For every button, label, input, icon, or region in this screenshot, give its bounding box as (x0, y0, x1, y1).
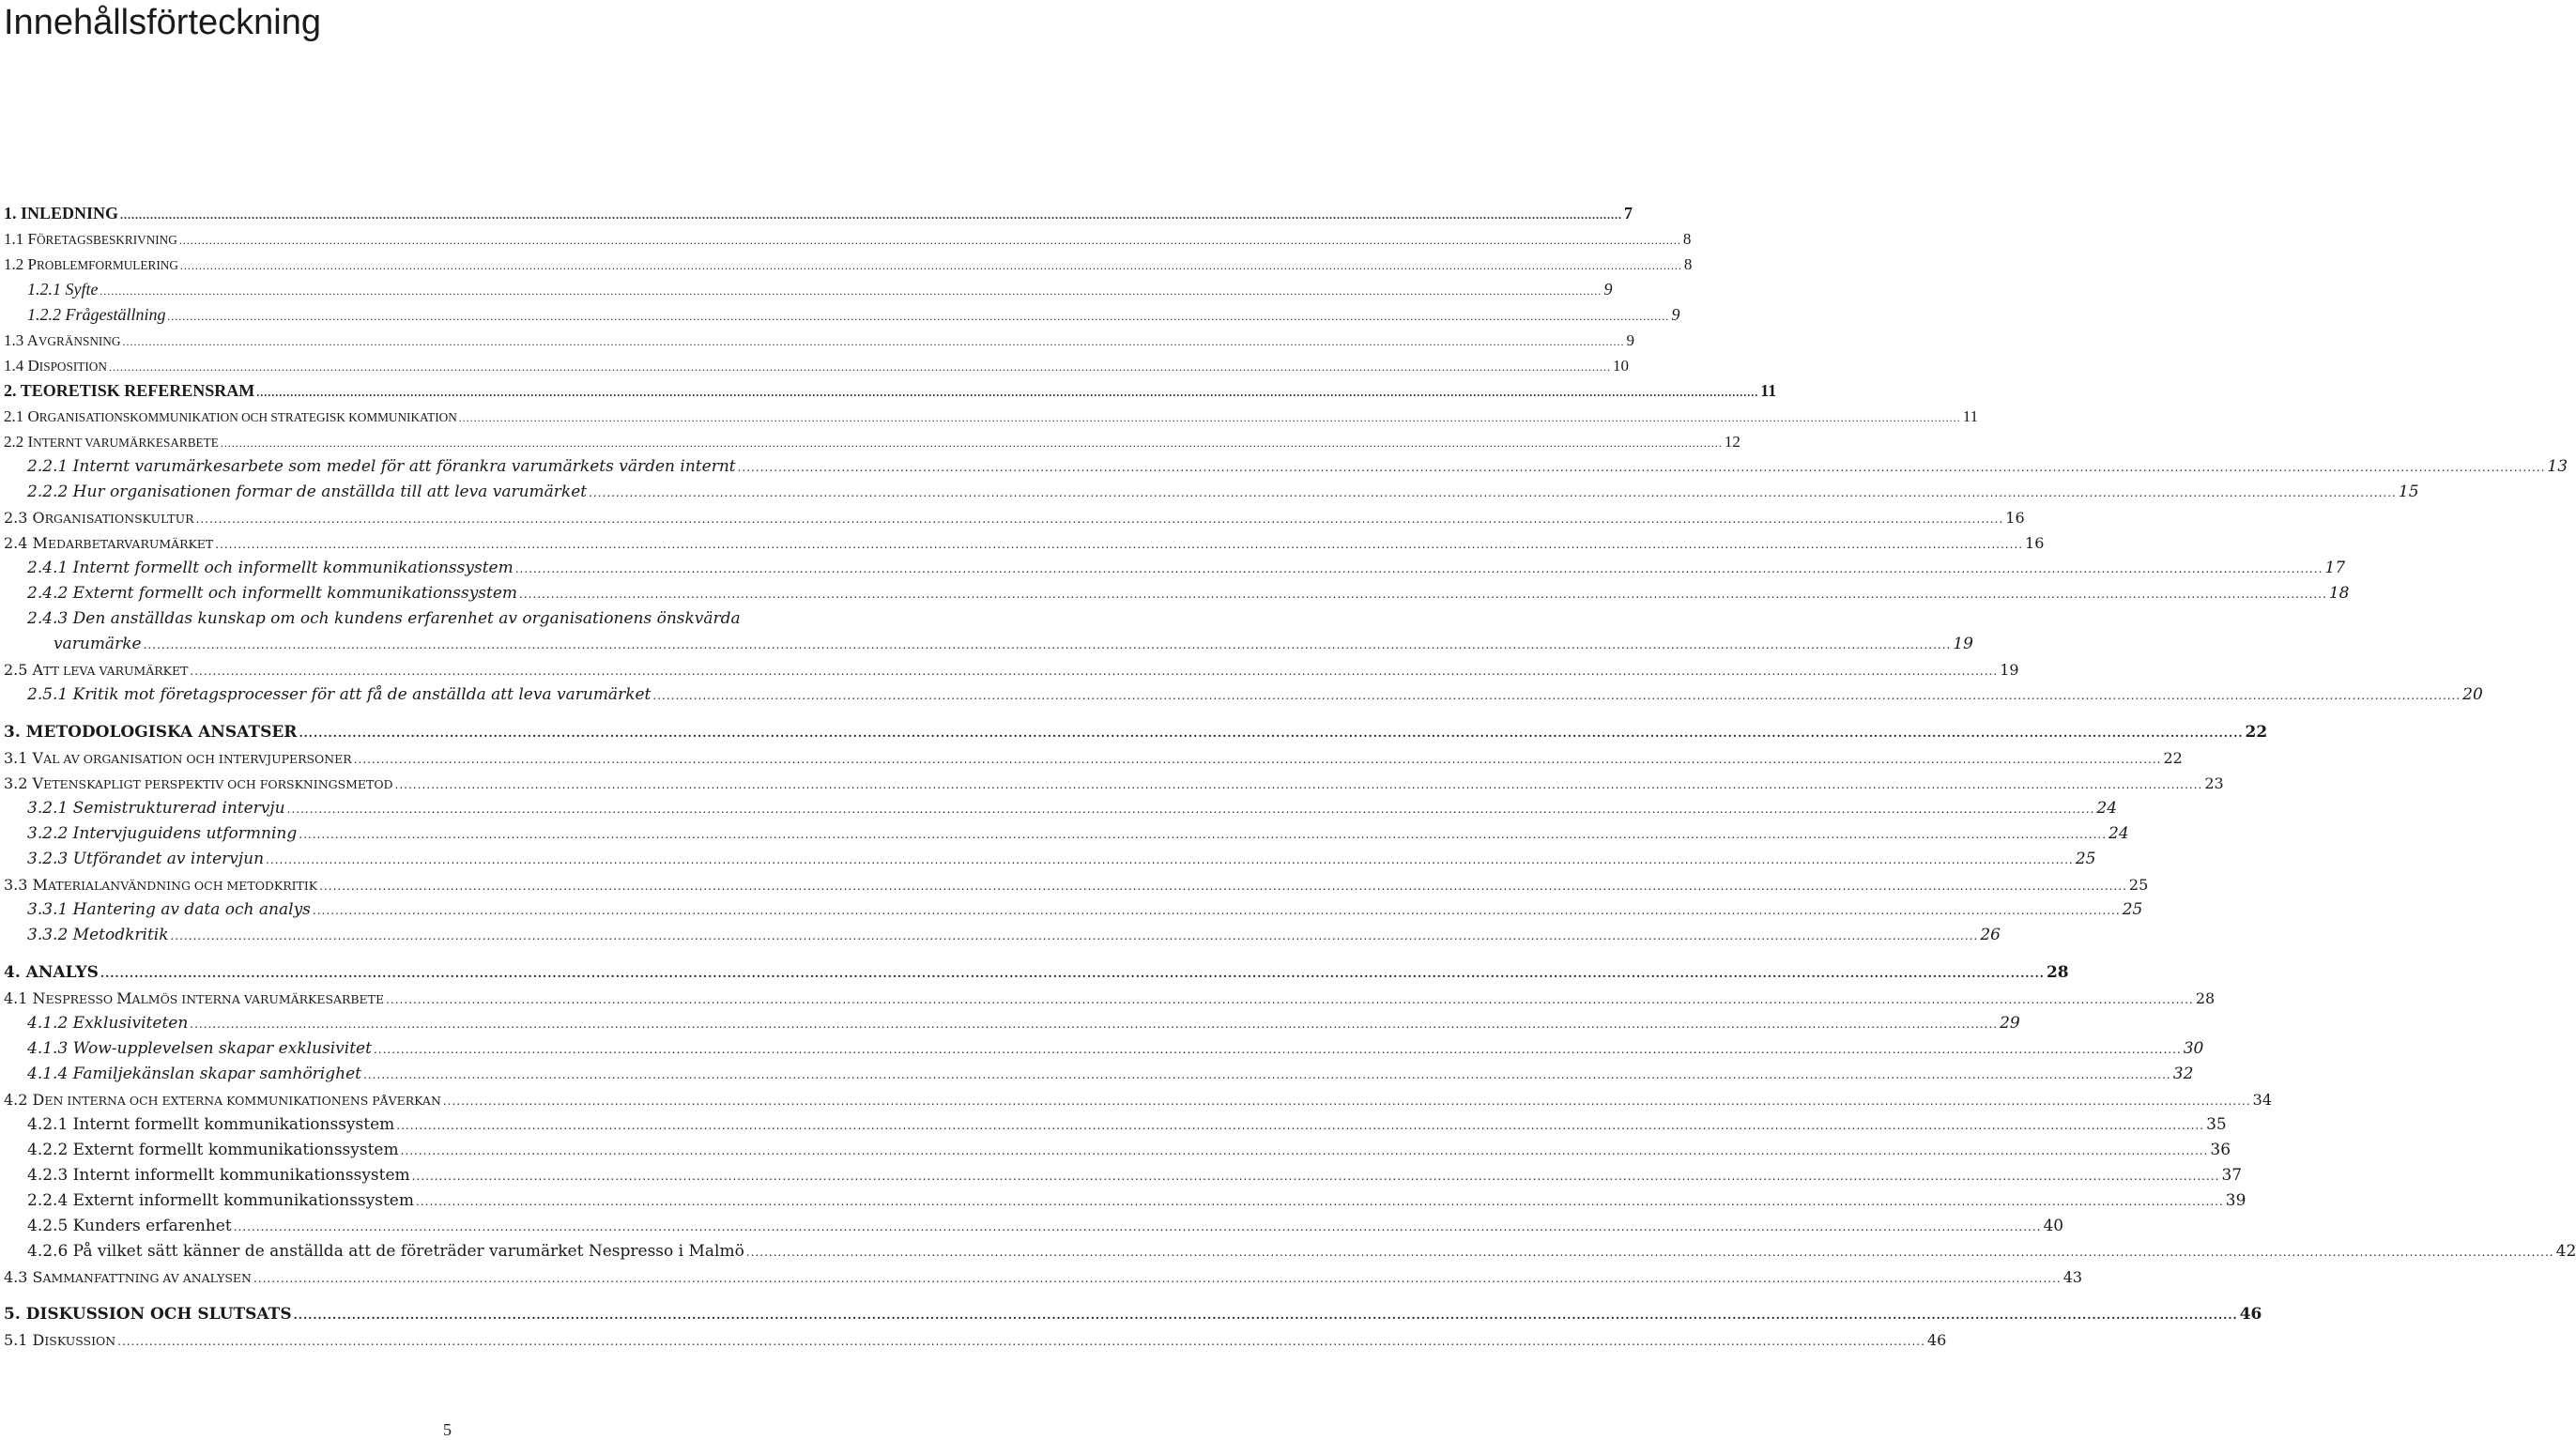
toc-entry[interactable] (27, 1112, 2227, 1138)
dot-leader: ................................................................................................................................................................................................................................................................................................................................................................................................................ (373, 1043, 2182, 1056)
toc-entry-number: 4.1.3 (27, 1039, 69, 1058)
dot-leader: ................................................................................................................................................................................................................................................................................................................................................................................................................ (286, 803, 2095, 816)
toc-entry[interactable] (27, 1163, 2243, 1188)
toc-entry[interactable] (4, 1087, 2272, 1112)
toc-entry-text: Internt varumärkesarbete som medel för att förankra varumärkets värden internt (72, 457, 736, 476)
toc-entry-text: V (32, 749, 44, 767)
toc-entry-text: ROBLEMFORMULERING (36, 258, 178, 272)
dot-leader: ................................................................................................................................................................................................................................................................................................................................................................................................................ (652, 689, 2461, 702)
page-title: Innehållsförteckning (4, 3, 321, 42)
toc-entry-page: 28 (2046, 963, 2069, 982)
toc-entry-number: 3.3.1 (27, 900, 69, 919)
toc-entry-page: 17 (2324, 559, 2346, 577)
toc-entry-text: RGANISATIONSKOMMUNIKATION OCH STRATEGISK KOMMUNIKATION (38, 410, 457, 424)
toc-entry-title (4, 252, 178, 278)
toc-entry-text: F (27, 230, 37, 248)
toc-entry[interactable] (4, 1327, 1947, 1353)
toc-entry-page: 10 (1612, 357, 1629, 375)
toc-entry-text: Externt formellt och informellt kommunikationssystem (72, 584, 518, 603)
toc-entry-text: Internt formellt och informellt kommunikationssystem (72, 559, 514, 577)
toc-entry[interactable] (27, 1138, 2231, 1163)
toc-entry-title (27, 897, 311, 923)
toc-entry[interactable] (27, 606, 896, 632)
toc-entry-text: Externt informellt kommunikationssystem (72, 1191, 414, 1210)
page-number: 5 (443, 1420, 452, 1439)
toc-entry-number: 4.3 (4, 1268, 28, 1286)
toc-entry[interactable] (4, 201, 1633, 226)
dot-leader: ................................................................................................................................................................................................................................................................................................................................................................................................................ (416, 1195, 2224, 1208)
dot-leader: ................................................................................................................................................................................................................................................................................................................................................................................................................ (319, 880, 2127, 893)
toc-entry[interactable] (27, 302, 1680, 328)
toc-entry-text: VGRÄNSNING (38, 334, 121, 348)
toc-entry[interactable] (4, 1264, 2083, 1290)
toc-entry-text: A (26, 331, 38, 349)
toc-entry[interactable] (27, 847, 2096, 872)
toc-entry-page: 19 (2000, 661, 2019, 679)
toc-entry-text: O (27, 407, 39, 425)
toc-entry-number: 2.2 (4, 433, 24, 451)
toc-entry-text: S (32, 1268, 43, 1286)
toc-entry-page: 39 (2225, 1191, 2246, 1210)
toc-entry-page: 25 (2122, 900, 2143, 919)
dot-leader: ................................................................................................................................................................................................................................................................................................................................................................................................................ (442, 1095, 2251, 1108)
toc-entry-number: 2.1 (4, 407, 24, 425)
toc-entry-text: ANALYS (25, 963, 99, 982)
toc-entry-number: 3.3.2 (27, 926, 69, 944)
dot-leader: ................................................................................................................................................................................................................................................................................................................................................................................................................ (122, 335, 1625, 348)
toc-entry[interactable] (27, 682, 2483, 708)
toc-entry-number: 4.1 (4, 989, 28, 1007)
toc-entry-number: 2.2.2 (27, 483, 69, 501)
toc-entry[interactable] (4, 404, 1979, 429)
toc-entry-text: Hur organisationen formar de anställda till att leva varumärket (72, 483, 588, 501)
toc-entry-number: 4.1.2 (27, 1014, 69, 1033)
toc-entry-number: 4. (4, 963, 21, 982)
toc-entry-number: 4.2.6 (27, 1242, 69, 1261)
toc-entry-text: M (32, 876, 48, 894)
toc-entry-text: ALMÖS INTERNA VARUMÄRKESARBETE (131, 992, 385, 1006)
toc-entry-title (27, 1112, 394, 1138)
toc-entry-text: Externt formellt kommunikationssystem (72, 1141, 399, 1159)
toc-entry-title (4, 201, 118, 226)
toc-entry-title (27, 1062, 361, 1087)
toc-entry-number: 3.2.2 (27, 824, 69, 843)
toc-entry-number: 2.5.1 (27, 685, 69, 704)
dot-leader: ................................................................................................................................................................................................................................................................................................................................................................................................................ (299, 828, 2108, 841)
dot-leader: ................................................................................................................................................................................................................................................................................................................................................................................................................ (266, 853, 2074, 866)
toc-entry-title (4, 1302, 292, 1327)
toc-entry-page: 11 (1962, 407, 1979, 425)
toc-entry-title (4, 771, 393, 797)
toc-entry[interactable] (27, 556, 2346, 581)
toc-entry-title (4, 720, 297, 745)
toc-entry-title (4, 530, 213, 557)
toc-entry-title (4, 1327, 115, 1354)
toc-entry-text: ISKUSSION (44, 1334, 116, 1348)
toc-entry-text: I (27, 433, 34, 451)
toc-entry-title (27, 454, 736, 480)
toc-entry-text: METODOLOGISKA ANSATSER (25, 723, 298, 742)
toc-entry-page: 46 (2239, 1305, 2262, 1324)
toc-entry-page: 22 (2163, 749, 2183, 767)
toc-entry-number: 4.2 (4, 1091, 28, 1109)
toc-entry-text: varumärke (54, 635, 142, 653)
toc-entry-page: 35 (2206, 1115, 2227, 1134)
toc-entry-number: 2.4.1 (27, 559, 69, 577)
toc-entry-title (27, 1188, 414, 1214)
toc-entry-text: Frågeställning (65, 305, 166, 324)
toc-entry-page: 19 (1953, 635, 1973, 653)
toc-entry-text: ATERIALANVÄNDNING OCH METODKRITIK (47, 879, 318, 893)
toc-entry-page: 18 (2328, 584, 2350, 603)
toc-entry[interactable] (27, 923, 2001, 948)
toc-entry-page: 8 (1683, 255, 1693, 273)
toc-entry-number: 3. (4, 723, 21, 742)
toc-entry-number: 5.1 (4, 1331, 28, 1349)
toc-entry[interactable] (4, 745, 2183, 771)
toc-entry-page: 24 (2096, 799, 2118, 818)
toc-entry[interactable] (27, 1062, 2194, 1087)
toc-entry-text: INLEDNING (21, 204, 119, 222)
toc-entry-page: 26 (1980, 926, 2001, 944)
toc-entry[interactable] (4, 530, 2045, 556)
dot-leader: ................................................................................................................................................................................................................................................................................................................................................................................................................ (167, 310, 1670, 323)
dot-leader: ................................................................................................................................................................................................................................................................................................................................................................................................................ (519, 588, 2327, 601)
toc-entry-title (27, 796, 285, 821)
toc-entry-title (4, 657, 188, 683)
toc-entry[interactable] (4, 252, 1693, 277)
toc-entry-page: 28 (2195, 989, 2216, 1007)
toc-entry-number: 2.3 (4, 509, 28, 527)
dot-leader: ................................................................................................................................................................................................................................................................................................................................................................................................................ (233, 1220, 2042, 1233)
toc-entry-number: 2.2.1 (27, 457, 69, 476)
toc-entry[interactable] (4, 378, 1777, 404)
toc-entry-text: Wow-upplevelsen skapar exklusivitet (72, 1039, 372, 1058)
dot-leader: ................................................................................................................................................................................................................................................................................................................................................................................................................ (312, 904, 2121, 917)
toc-entry-page: 36 (2210, 1141, 2231, 1159)
toc-entry-title (27, 1138, 399, 1163)
toc-entry-text: ISPOSITION (38, 360, 107, 374)
toc-entry-text: Familjekänslan skapar samhörighet (72, 1065, 361, 1083)
toc-entry-page: 46 (1926, 1331, 1947, 1349)
toc-entry-page: 20 (2462, 685, 2483, 704)
toc-entry-text: TT LEVA VARUMÄRKET (43, 664, 189, 678)
toc-entry[interactable] (4, 720, 2268, 745)
dot-leader: ................................................................................................................................................................................................................................................................................................................................................................................................................ (143, 638, 1952, 651)
toc-entry-page: 32 (2172, 1065, 2194, 1083)
toc-entry-text: Exklusiviteten (72, 1014, 189, 1033)
toc-entry-number: 4.1.4 (27, 1065, 69, 1083)
toc-entry[interactable] (4, 657, 2019, 682)
toc-entry-title (27, 1214, 232, 1239)
toc-entry[interactable] (27, 796, 2118, 821)
toc-entry-text: D (32, 1331, 45, 1349)
toc-entry[interactable] (27, 581, 2350, 606)
toc-entry-title (27, 1011, 188, 1036)
toc-entry-number: 1.3 (4, 331, 24, 349)
toc-entry-title (4, 505, 194, 531)
toc-entry-text: ETENSKAPLIGT PERSPEKTIV OCH FORSKNINGSMETOD (43, 777, 393, 791)
toc-entry-number: 1.2.1 (27, 280, 61, 299)
toc-entry[interactable] (4, 986, 2216, 1011)
toc-entry-title (27, 847, 264, 872)
toc-entry-text: Intervjuguidens utformning (72, 824, 298, 843)
toc-entry-text: ESPRESSO (45, 992, 117, 1006)
dot-leader: ................................................................................................................................................................................................................................................................................................................................................................................................................ (117, 1335, 1925, 1348)
toc-entry-title (27, 277, 98, 302)
dot-leader: ................................................................................................................................................................................................................................................................................................................................................................................................................ (745, 1246, 2554, 1259)
dot-leader: ................................................................................................................................................................................................................................................................................................................................................................................................................ (100, 967, 2045, 980)
toc-entry-page: 40 (2043, 1217, 2064, 1235)
toc-entry-text: DISKUSSION OCH SLUTSATS (25, 1305, 292, 1324)
toc-entry-title (27, 923, 169, 948)
toc-entry-title (27, 556, 514, 581)
dot-leader: ................................................................................................................................................................................................................................................................................................................................................................................................................ (737, 461, 2546, 474)
dot-leader: ................................................................................................................................................................................................................................................................................................................................................................................................................ (256, 386, 1759, 399)
toc-entry-number: 1.4 (4, 357, 24, 375)
toc-entry-title (4, 226, 177, 253)
toc-entry-text: AL AV ORGANISATION OCH INTERVJUPERSONER (43, 752, 352, 766)
toc-entry-text: Utförandet av intervjun (72, 850, 265, 868)
toc-entry-title (4, 1264, 252, 1291)
dot-leader: ................................................................................................................................................................................................................................................................................................................................................................................................................ (293, 1309, 2238, 1322)
toc-entry-text: EN INTERNA OCH EXTERNA KOMMUNIKATIONENS PÅVERKAN (44, 1094, 441, 1108)
toc-entry[interactable] (27, 1239, 2576, 1264)
toc-entry-number: 3.1 (4, 749, 28, 767)
toc-entry-number: 4.2.3 (27, 1166, 69, 1185)
toc-entry-text: D (32, 1091, 45, 1109)
toc-entry-number: 3.3 (4, 876, 28, 894)
toc-entry-number: 4.2.2 (27, 1141, 69, 1159)
toc-entry-number: 1.2.2 (27, 305, 61, 324)
toc-entry-title (4, 960, 99, 986)
dot-leader: ................................................................................................................................................................................................................................................................................................................................................................................................................ (108, 360, 1611, 374)
toc-entry-page: 25 (2075, 850, 2096, 868)
toc-entry-number: 3.2 (4, 774, 28, 792)
dot-leader: ................................................................................................................................................................................................................................................................................................................................................................................................................ (353, 753, 2162, 766)
dot-leader: ................................................................................................................................................................................................................................................................................................................................................................................................................ (386, 993, 2194, 1006)
dot-leader: ................................................................................................................................................................................................................................................................................................................................................................................................................ (120, 208, 1623, 222)
dot-leader: ................................................................................................................................................................................................................................................................................................................................................................................................................ (195, 513, 2004, 526)
dot-leader: ................................................................................................................................................................................................................................................................................................................................................................................................................ (253, 1272, 2062, 1285)
toc-entry[interactable] (4, 505, 2025, 530)
toc-entry-number: 2.5 (4, 661, 28, 679)
toc-entry-title (4, 429, 219, 455)
toc-entry-text: Semistrukturerad intervju (72, 799, 285, 818)
toc-entry-number: 3.2.3 (27, 850, 69, 868)
toc-entry-title (27, 606, 741, 632)
toc-entry-page: 30 (2183, 1039, 2204, 1058)
toc-entry-text: M (116, 989, 132, 1007)
toc-entry-title (4, 378, 254, 404)
toc-entry[interactable] (4, 226, 1692, 252)
toc-entry-continuation[interactable] (54, 632, 1973, 657)
dot-leader: ................................................................................................................................................................................................................................................................................................................................................................................................................ (190, 665, 1999, 678)
toc-entry-page: 24 (2108, 824, 2129, 843)
toc-entry-number: 5. (4, 1305, 21, 1324)
toc-entry-title (4, 872, 317, 898)
toc-entry-page: 34 (2252, 1091, 2272, 1109)
toc-entry-text: V (32, 774, 44, 792)
toc-entry[interactable] (27, 897, 2143, 923)
toc-entry-number: 1. (4, 204, 17, 222)
toc-entry-title (4, 328, 120, 354)
toc-entry-number: 4.2.1 (27, 1115, 69, 1134)
toc-entry-text: Syfte (65, 280, 99, 299)
dot-leader: ................................................................................................................................................................................................................................................................................................................................................................................................................ (411, 1170, 2220, 1183)
dot-leader: ................................................................................................................................................................................................................................................................................................................................................................................................................ (215, 538, 2024, 551)
toc-entry[interactable] (4, 328, 1634, 353)
toc-entry-page: 7 (1624, 204, 1633, 222)
toc-entry[interactable] (4, 429, 1740, 454)
toc-entry-title (4, 353, 107, 379)
toc-entry-text: A (32, 661, 44, 679)
dot-leader: ................................................................................................................................................................................................................................................................................................................................................................................................................ (170, 929, 1979, 942)
dot-leader: ................................................................................................................................................................................................................................................................................................................................................................................................................ (396, 1119, 2205, 1132)
toc-entry-number: 1.1 (4, 230, 24, 248)
dot-leader: ................................................................................................................................................................................................................................................................................................................................................................................................................ (190, 1018, 1999, 1031)
toc-entry-text: Den anställdas kunskap om och kundens erfarenhet av organisationens önskvärda (72, 609, 741, 628)
toc-entry-page: 11 (1760, 381, 1777, 400)
dot-leader: ................................................................................................................................................................................................................................................................................................................................................................................................................ (589, 486, 2397, 499)
toc-entry-text: Hantering av data och analys (72, 900, 311, 919)
toc-entry[interactable] (4, 353, 1629, 378)
toc-entry-text: Kritik mot företagsprocesser för att få de anställda att leva varumärket (72, 685, 652, 704)
dot-leader: ................................................................................................................................................................................................................................................................................................................................................................................................................ (362, 1068, 2171, 1081)
toc-entry-page: 25 (2128, 876, 2149, 894)
dot-leader: ................................................................................................................................................................................................................................................................................................................................................................................................................ (220, 437, 1723, 450)
toc-entry-number: 2.2.4 (27, 1191, 69, 1210)
toc-entry-number: 2.4.2 (27, 584, 69, 603)
toc-entry[interactable] (27, 1011, 2020, 1036)
toc-entry-title (27, 1036, 372, 1062)
dot-leader: ................................................................................................................................................................................................................................................................................................................................................................................................................ (178, 234, 1681, 247)
toc-entry[interactable] (27, 1036, 2204, 1062)
toc-entry[interactable] (27, 1214, 2064, 1239)
toc-entry-number: 3.2.1 (27, 799, 69, 818)
toc-entry-page: 12 (1724, 433, 1740, 451)
toc-entry[interactable] (4, 1302, 2262, 1327)
toc-entry-text: Metodkritik (72, 926, 169, 944)
dot-leader: ................................................................................................................................................................................................................................................................................................................................................................................................................ (299, 727, 2244, 740)
dot-leader: ................................................................................................................................................................................................................................................................................................................................................................................................................ (400, 1144, 2209, 1157)
toc-entry-number: 2. (4, 381, 17, 400)
toc-entry[interactable] (4, 960, 2069, 986)
toc-entry-number: 2.4.3 (27, 609, 69, 628)
toc-entry-text: P (27, 255, 37, 273)
toc-entry-title (4, 745, 352, 772)
toc-entry-text: På vilket sätt känner de anställda att de företräder varumärket Nespresso i Malmö (72, 1242, 744, 1261)
toc-entry-number: 4.2.5 (27, 1217, 69, 1235)
toc-entry-text: D (27, 357, 39, 375)
toc-entry[interactable] (27, 1188, 2246, 1214)
toc-entry-page: 15 (2398, 483, 2419, 501)
toc-entry-text: Kunders erfarenhet (72, 1217, 232, 1235)
toc-entry-text: N (32, 989, 46, 1007)
toc-entry-page: 9 (1626, 331, 1634, 349)
toc-entry-title (27, 682, 651, 708)
toc-entry-title (27, 1239, 744, 1264)
toc-entry-text: NTERNT VARUMÄRKESARBETE (33, 436, 219, 450)
toc-entry-title (4, 986, 384, 1012)
toc-entry[interactable] (4, 771, 2224, 796)
toc-entry-title (27, 821, 297, 847)
toc-entry-page: 9 (1671, 305, 1680, 324)
toc-entry[interactable] (27, 821, 2129, 847)
toc-entry[interactable] (27, 480, 2419, 505)
toc-entry-page: 8 (1682, 230, 1692, 248)
toc-entry-number: 2.4 (4, 534, 28, 552)
dot-leader: ................................................................................................................................................................................................................................................................................................................................................................................................................ (514, 562, 2323, 575)
toc-entry-text: Internt informellt kommunikationssystem (72, 1166, 410, 1185)
toc-entry-page: 37 (2221, 1166, 2243, 1185)
dot-leader: ................................................................................................................................................................................................................................................................................................................................................................................................................ (100, 284, 1602, 298)
toc-entry-title (27, 302, 166, 328)
toc-entry-page: 9 (1603, 280, 1613, 299)
toc-entry-title (4, 1087, 441, 1113)
toc-entry[interactable] (4, 872, 2149, 897)
toc-entry[interactable] (27, 454, 2568, 480)
toc-entry-text: O (32, 509, 45, 527)
toc-entry-text: M (32, 534, 48, 552)
toc-entry-number: 1.2 (4, 255, 24, 273)
toc-entry-title (4, 404, 457, 430)
toc-entry-text: EDARBETARVARUMÄRKET (47, 537, 214, 551)
toc-entry-page: 23 (2204, 774, 2224, 792)
toc-entry[interactable] (27, 277, 1613, 302)
toc-entry-text: AMMANFATTNING AV ANALYSEN (42, 1271, 252, 1285)
toc-entry-title (27, 581, 517, 606)
toc-entry-title (27, 480, 587, 505)
dot-leader: ................................................................................................................................................................................................................................................................................................................................................................................................................ (179, 259, 1682, 272)
toc-entry-page: 16 (2005, 509, 2025, 527)
toc-entry-text: ÖRETAGSBESKRIVNING (36, 233, 177, 247)
dot-leader: ................................................................................................................................................................................................................................................................................................................................................................................................................ (394, 778, 2203, 791)
toc-entry-page: 22 (2245, 723, 2268, 742)
toc-entry-page: 42 (2555, 1242, 2576, 1261)
toc-entry-text: RGANISATIONSKULTUR (44, 512, 194, 526)
toc-entry-text: TEORETISK REFERENSRAM (20, 381, 255, 400)
toc-entry-page: 43 (2062, 1268, 2083, 1286)
toc-entry-page: 13 (2547, 457, 2568, 476)
toc-entry-page: 16 (2025, 534, 2045, 552)
toc-entry-title (27, 1163, 410, 1188)
toc-entry-page: 29 (2000, 1014, 2020, 1033)
dot-leader: ................................................................................................................................................................................................................................................................................................................................................................................................................ (458, 411, 1961, 424)
toc-entry-text: Internt formellt kommunikationssystem (72, 1115, 395, 1134)
